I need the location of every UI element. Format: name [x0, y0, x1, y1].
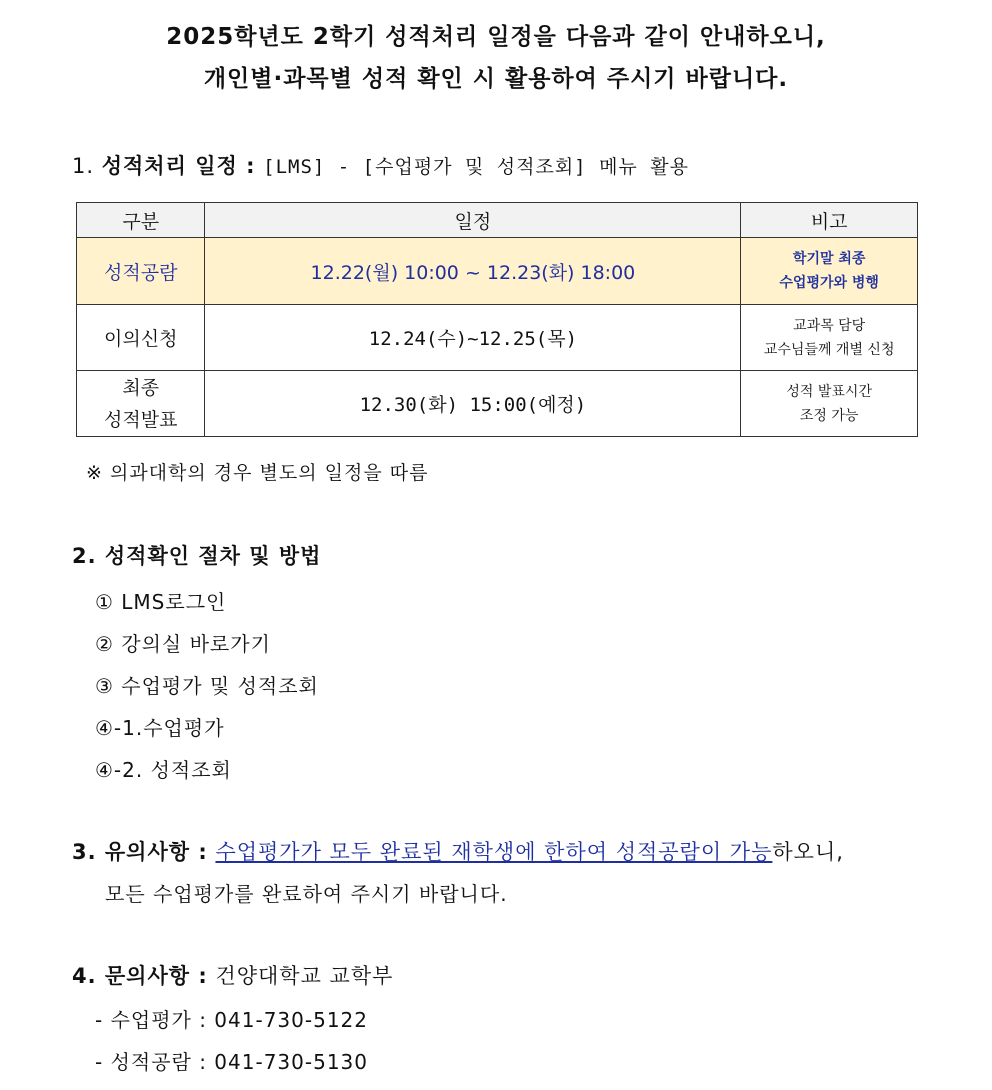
header-schedule: 일정	[205, 203, 741, 238]
section1-label: 성적처리 일정 :	[101, 154, 256, 178]
step-item: ③ 수업평가 및 성적조회	[95, 674, 319, 698]
row-category	[77, 371, 205, 437]
step-item: ④-2. 성적조회	[95, 758, 232, 782]
section1-number: 1.	[72, 154, 95, 178]
section2-label: 2. 성적확인 절차 및 방법	[72, 544, 322, 568]
table-row	[77, 238, 918, 305]
note-line: 수업평가와 병행	[779, 275, 879, 291]
row-note	[741, 305, 918, 371]
header-category: 구분	[77, 203, 205, 238]
section1-heading	[72, 150, 689, 180]
contact-item: - 수업평가 : 041-730-5122	[95, 1008, 368, 1032]
note-line: 조정 가능	[799, 407, 859, 424]
row-note	[741, 371, 918, 437]
section3-continuation: 모든 수업평가를 완료하여 주시기 바랍니다.	[105, 882, 508, 906]
row-category: 성적공람	[77, 238, 205, 305]
section4-heading	[72, 960, 393, 990]
section4-label: 4. 문의사항 :	[72, 964, 208, 988]
step-item: ② 강의실 바로가기	[95, 632, 271, 656]
schedule-table	[76, 202, 918, 437]
category-line: 최종	[122, 376, 160, 399]
row-category: 이의신청	[77, 305, 205, 371]
notice-title-line1: 2025학년도 2학기 성적처리 일정을 다음과 같이 안내하오니,	[166, 24, 826, 50]
section2-heading	[72, 540, 321, 570]
section1-menu-path: [LMS] - [수업평가 및 성적조회] 메뉴 활용	[263, 156, 689, 178]
contact-item: - 성적공람 : 041-730-5130	[95, 1050, 368, 1074]
medical-college-remark: ※ 의과대학의 경우 별도의 일정을 따름	[86, 462, 429, 484]
step-item: ① LMS로그인	[95, 590, 227, 614]
row-note	[741, 238, 918, 305]
row-schedule: 12.30(화) 15:00(예정)	[205, 371, 741, 437]
table-row	[77, 371, 918, 437]
notice-title-line2: 개인별·과목별 성적 확인 시 활용하여 주시기 바랍니다.	[203, 66, 789, 92]
row-schedule: 12.24(수)~12.25(목)	[205, 305, 741, 371]
step-item: ④-1.수업평가	[95, 716, 225, 740]
section3-tail: 하오니,	[772, 840, 844, 864]
note-line: 교수님들께 개별 신청	[763, 341, 895, 358]
table-header-row	[77, 203, 918, 238]
evaluation-requirement-highlight: 수업평가가 모두 완료된 재학생에 한하여 성적공람이 가능	[215, 840, 773, 864]
table-row	[77, 305, 918, 371]
row-schedule: 12.22(월) 10:00 ~ 12.23(화) 18:00	[205, 238, 741, 305]
category-line: 성적발표	[104, 408, 178, 431]
section4-org: 건양대학교 교학부	[215, 964, 394, 988]
note-line: 교과목 담당	[793, 317, 866, 334]
section3-label: 3. 유의사항 :	[72, 840, 208, 864]
note-line: 성적 발표시간	[786, 383, 872, 400]
header-note: 비고	[741, 203, 918, 238]
section3-heading	[72, 836, 844, 866]
note-line: 학기말 최종	[792, 251, 866, 267]
